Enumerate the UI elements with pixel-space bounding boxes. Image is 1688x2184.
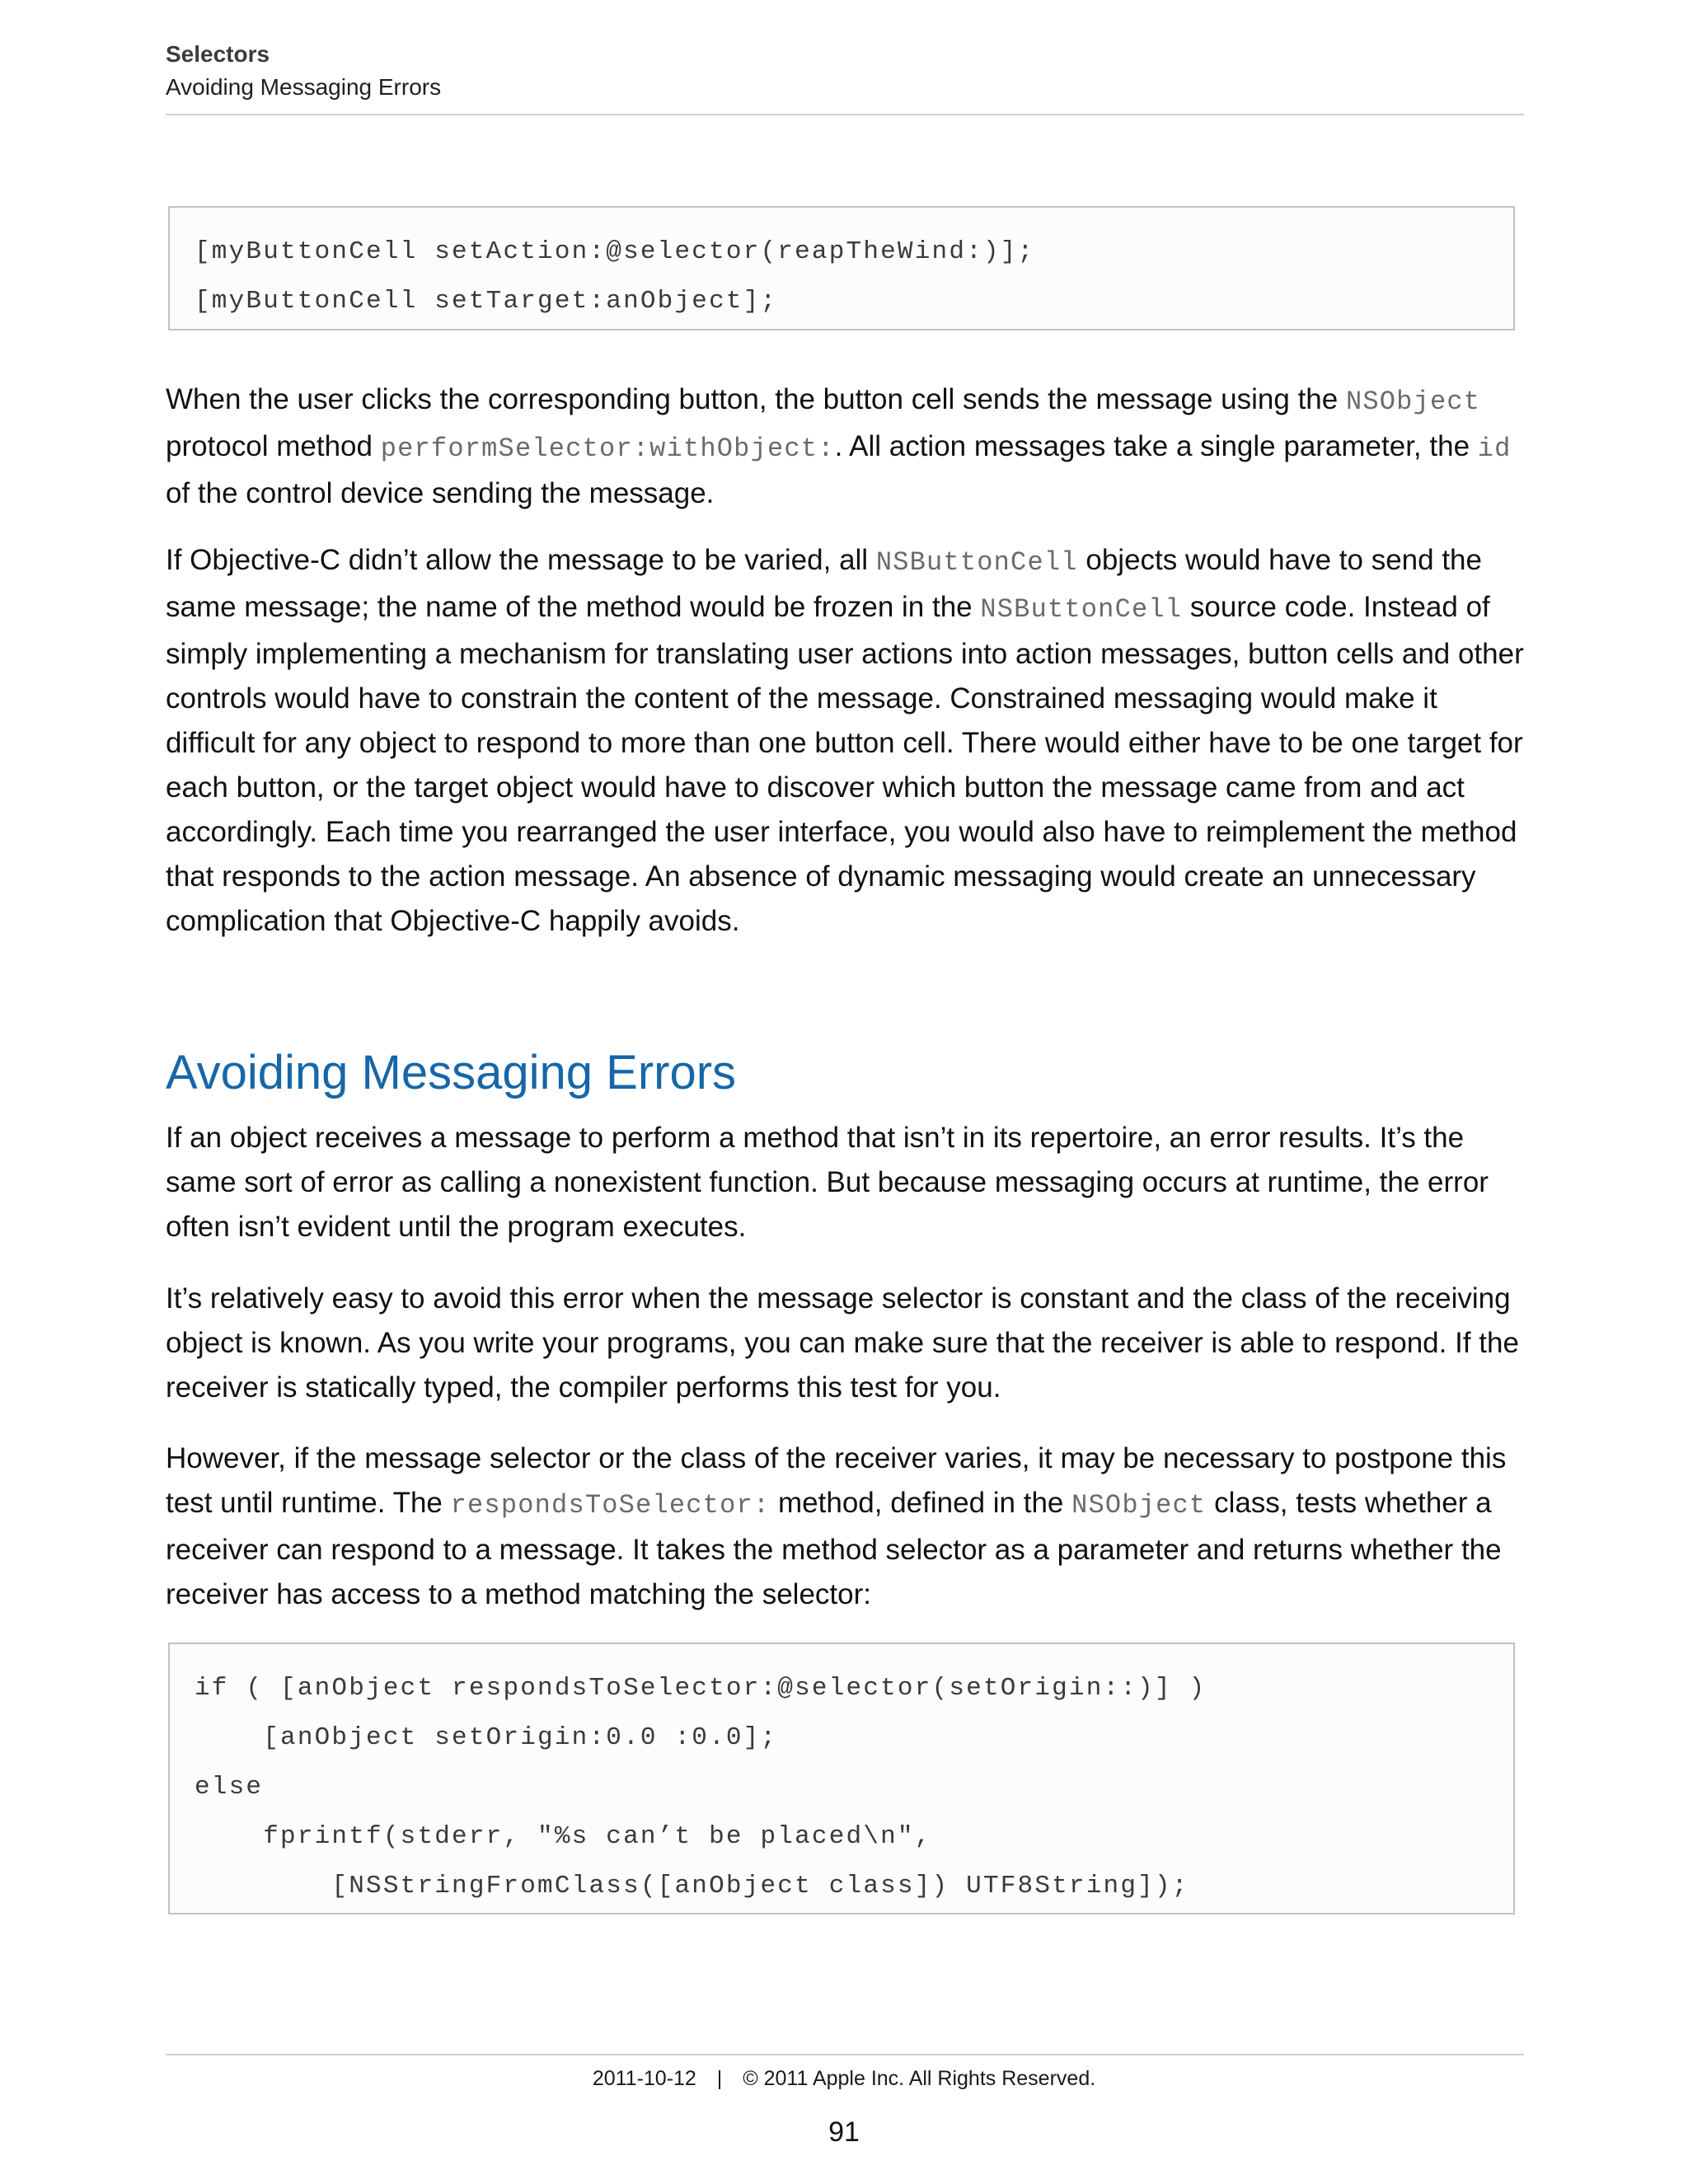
inline-code: performSelector:withObject: <box>380 434 835 464</box>
header-divider <box>166 114 1524 115</box>
code-line: [anObject setOrigin:0.0 :0.0]; <box>195 1723 778 1752</box>
inline-code: NSObject <box>1345 387 1481 417</box>
code-line: [myButtonCell setAction:@selector(reapTheWind:)]; <box>195 237 1035 266</box>
code-line: [myButtonCell setTarget:anObject]; <box>195 287 778 316</box>
footer-date: 2011-10-12 <box>592 2067 696 2090</box>
code-line: else <box>195 1773 264 1802</box>
inline-code: NSButtonCell <box>875 547 1078 578</box>
inline-code: NSObject <box>1071 1490 1207 1521</box>
section-heading: Avoiding Messaging Errors <box>166 1046 737 1099</box>
text-run: method, defined in the <box>770 1487 1072 1519</box>
code-block-1 <box>168 206 1515 330</box>
code-line: [NSStringFromClass([anObject class]) UTF8String]); <box>195 1872 1189 1900</box>
section-title: Avoiding Messaging Errors <box>166 74 442 100</box>
paragraph-3 <box>166 1116 1524 1249</box>
footer-separator: | <box>716 2067 723 2090</box>
text-run: If Objective-C didn’t allow the message to be varied, all <box>166 544 876 576</box>
paragraph-4 <box>166 1277 1524 1410</box>
code-block-2 <box>168 1643 1515 1915</box>
page-number: 91 <box>828 2116 860 2148</box>
text-run: class, tests whether a receiver can respond to a message. It takes the method selector as a parameter and returns whether the receiver has access to a method matching the selector: <box>166 1487 1502 1610</box>
code-line: fprintf(stderr, "%s can’t be placed\n", <box>195 1822 932 1851</box>
text-run: When the user clicks the corresponding button, the button cell sends the message using the <box>166 383 1346 415</box>
footer-copyright: © 2011 Apple Inc. All Rights Reserved. <box>743 2067 1096 2090</box>
text-run: of the control device sending the message. <box>166 477 715 509</box>
inline-code: respondsToSelector: <box>450 1490 771 1521</box>
running-header <box>166 38 1524 104</box>
text-run: However, if the message selector or the class of the receiver varies, it may be necessary to postpone this test until runtime. The <box>166 1442 1507 1519</box>
text-run: protocol method <box>166 430 381 462</box>
paragraph-1 <box>166 377 1524 516</box>
inline-code: id <box>1477 434 1512 464</box>
paragraph-2 <box>166 538 1524 944</box>
footer-divider <box>166 2054 1524 2055</box>
text-run: . All action messages take a single parameter, the <box>834 430 1478 462</box>
page-footer <box>0 2067 1688 2091</box>
text-run: source code. Instead of simply implementing a mechanism for translating user actions into action messages, button cells and other controls would have to constrain the content of the message. Constrained messaging would make it difficult for any object to respond to more than one button cell. There would either have to be one target for each button, or the target object would have to discover which button the message came from and act accordingly. Each time you rearranged the user interface, you would also have to reimplement the method that responds to the action message. An absence of dynamic messaging would create an unnecessary complication that Objective-C happily avoids. <box>166 591 1524 937</box>
paragraph-text: If an object receives a message to perform a method that isn’t in its repertoire, an error results. It’s the same sort of error as calling a nonexistent function. But because messaging occurs at runtime, the error often isn’t evident until the program executes. <box>166 1122 1489 1243</box>
paragraph-5 <box>166 1436 1524 1617</box>
text-run: objects would have to send the same message; the name of the method would be frozen in the <box>166 544 1482 623</box>
code-line: if ( [anObject respondsToSelector:@selector(setOrigin::)] ) <box>195 1674 1207 1703</box>
chapter-title: Selectors <box>166 41 270 67</box>
paragraph-text: It’s relatively easy to avoid this error when the message selector is constant and the class of the receiving object is known. As you write your programs, you can make sure that the receiver is able to respond. If the receiver is statically typed, the compiler performs this test for you. <box>166 1282 1519 1404</box>
inline-code: NSButtonCell <box>980 594 1183 625</box>
